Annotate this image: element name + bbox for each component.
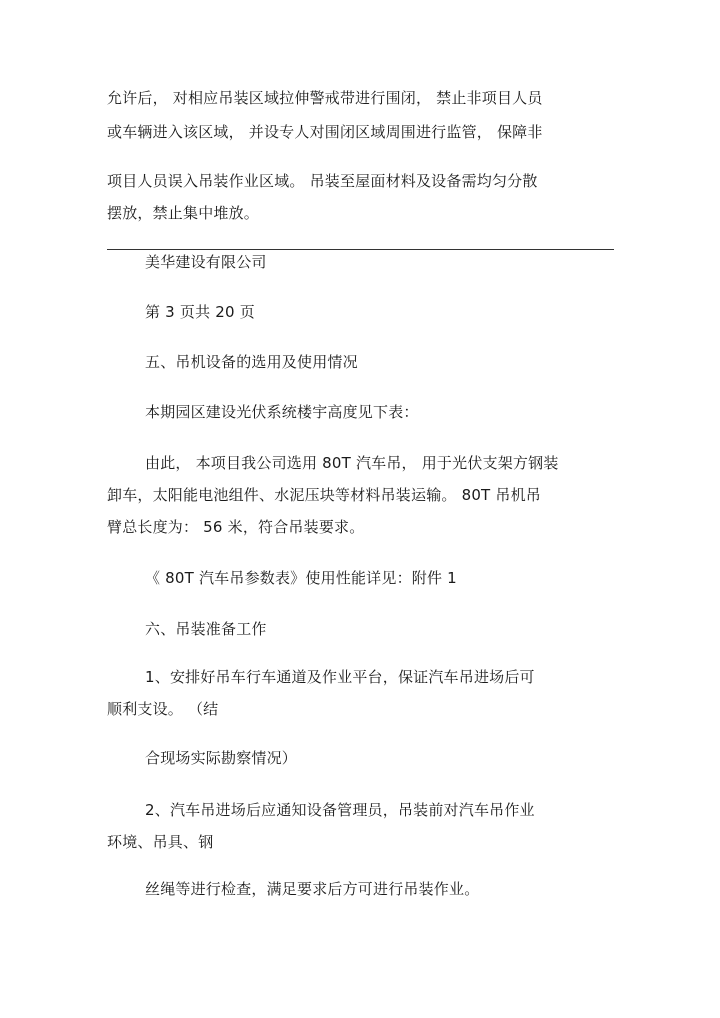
page-divider [107,249,614,250]
list-item-line: 2、汽车吊进场后应通知设备管理员，吊装前对汽车吊作业 [145,801,535,819]
paragraph-line: 由此， 本项目我公司选用 80T 汽车吊， 用于光伏支架方钢装 [145,454,559,472]
paragraph-line: 或车辆进入该区域， 并设专人对围闭区域周围进行监管， 保障非 [107,123,543,141]
page-number: 第 3 页共 20 页 [145,303,255,321]
section-5-heading: 五、吊机设备的选用及使用情况 [145,353,358,371]
paragraph-line: 项目人员误入吊装作业区域。 吊装至屋面材料及设备需均匀分散 [107,172,538,190]
list-item-line: 顺利支设。 （结 [107,700,219,718]
list-item-line: 1、安排好吊车行车通道及作业平台，保证汽车吊进场后可 [145,668,535,686]
attachment-note: 《 80T 汽车吊参数表》使用性能详见：附件 1 [145,569,457,587]
list-item-line: 环境、吊具、钢 [107,833,214,851]
section-5-intro: 本期园区建设光伏系统楼宇高度见下表： [145,403,419,421]
list-item-line: 合现场实际勘察情况） [145,749,298,767]
paragraph-line: 允许后， 对相应吊装区域拉伸警戒带进行围闭， 禁止非项目人员 [107,89,543,107]
company-name: 美华建设有限公司 [145,253,267,271]
paragraph-line: 臂总长度为： 56 米，符合吊装要求。 [107,518,365,536]
section-6-heading: 六、吊装准备工作 [145,620,267,638]
paragraph-line: 摆放，禁止集中堆放。 [107,204,260,222]
paragraph-line: 卸车，太阳能电池组件、水泥压块等材料吊装运输。 80T 吊机吊 [107,486,541,504]
list-item-line: 丝绳等进行检查，满足要求后方可进行吊装作业。 [145,880,480,898]
